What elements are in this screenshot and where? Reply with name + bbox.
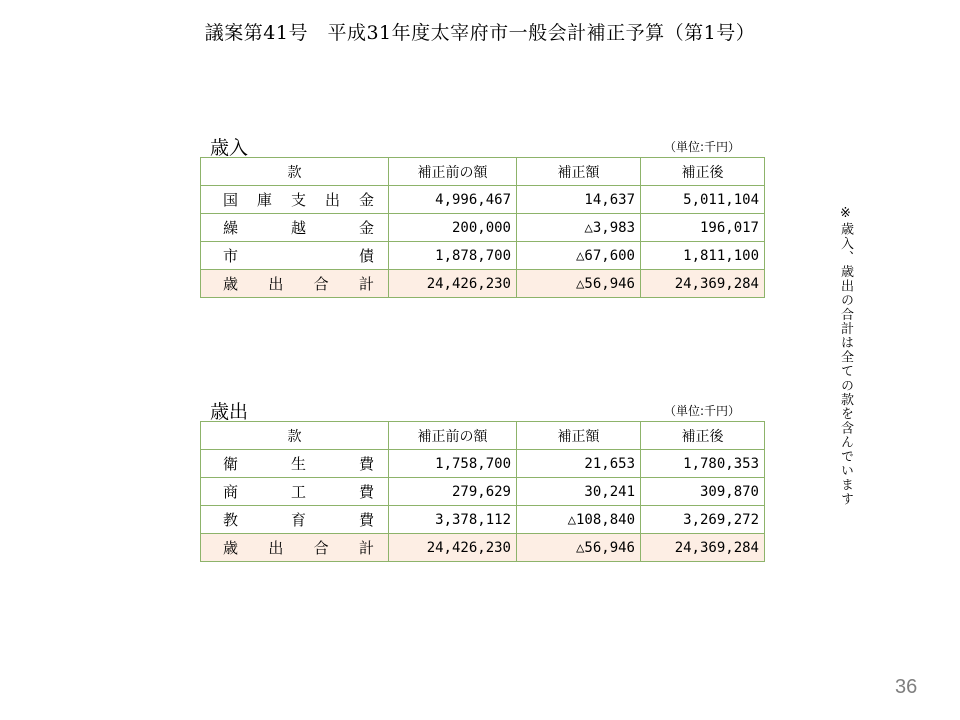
amount-after-cell: 1,811,100 [641, 242, 765, 270]
item-name-cell [201, 478, 389, 506]
amount-before-cell: 24,426,230 [389, 270, 517, 298]
item-name-char: 金 [358, 219, 374, 237]
footnote-vertical: ※歳入、歳出の合計は全ての款を含んでいます [838, 206, 853, 507]
header-after: 補正後 [641, 158, 765, 186]
amount-change-cell: 14,637 [517, 186, 641, 214]
item-name-char: 商 [223, 483, 239, 501]
item-name-char: 繰 [223, 219, 239, 237]
table-row [201, 478, 765, 506]
item-name-char: 債 [358, 247, 374, 265]
table-row [201, 186, 765, 214]
amount-after-cell: 3,269,272 [641, 506, 765, 534]
amount-before-cell: 1,878,700 [389, 242, 517, 270]
amount-change-cell: △56,946 [517, 534, 641, 562]
item-name-char: 歳 [223, 275, 239, 293]
amount-after-cell: 196,017 [641, 214, 765, 242]
revenue-table [200, 157, 765, 298]
revenue-section-label: 歳入 [210, 137, 249, 159]
item-name-cell [201, 270, 389, 298]
header-item: 款 [201, 158, 389, 186]
amount-change-cell: △56,946 [517, 270, 641, 298]
amount-before-cell: 200,000 [389, 214, 517, 242]
item-name-char: 越 [290, 219, 306, 237]
item-name-char: 出 [324, 191, 340, 209]
amount-change-cell: △3,983 [517, 214, 641, 242]
amount-change-cell: 30,241 [517, 478, 641, 506]
amount-after-cell: 1,780,353 [641, 450, 765, 478]
header-before: 補正前の額 [389, 158, 517, 186]
item-name-char: 市 [223, 247, 239, 265]
item-name-char: 計 [358, 539, 374, 557]
table-row [201, 506, 765, 534]
header-item: 款 [201, 422, 389, 450]
item-name-char: 育 [290, 511, 306, 529]
header-after: 補正後 [641, 422, 765, 450]
expenditure-unit-label: （単位:千円） [664, 404, 741, 418]
total-row [201, 270, 765, 298]
amount-after-cell: 24,369,284 [641, 534, 765, 562]
item-name-char: 金 [358, 191, 374, 209]
item-name-cell [201, 242, 389, 270]
item-name-char: 歳 [223, 539, 239, 557]
item-name-char: 生 [290, 455, 306, 473]
amount-before-cell: 1,758,700 [389, 450, 517, 478]
amount-before-cell: 4,996,467 [389, 186, 517, 214]
item-name-char: 合 [313, 275, 329, 293]
table-row [201, 214, 765, 242]
amount-before-cell: 279,629 [389, 478, 517, 506]
item-name-char: 衛 [223, 455, 239, 473]
page-number: 36 [895, 676, 918, 698]
item-name-char: 庫 [256, 191, 272, 209]
expenditure-table [200, 421, 765, 562]
amount-change-cell: 21,653 [517, 450, 641, 478]
item-name-char: 費 [358, 511, 374, 529]
amount-before-cell: 24,426,230 [389, 534, 517, 562]
item-name-cell [201, 214, 389, 242]
expenditure-section-label: 歳出 [210, 401, 249, 423]
item-name-cell [201, 534, 389, 562]
header-change: 補正額 [517, 422, 641, 450]
item-name-cell [201, 450, 389, 478]
amount-change-cell: △67,600 [517, 242, 641, 270]
item-name-cell [201, 506, 389, 534]
item-name-cell [201, 186, 389, 214]
item-name-char: 費 [358, 455, 374, 473]
header-before: 補正前の額 [389, 422, 517, 450]
item-name-char: 工 [290, 483, 306, 501]
amount-after-cell: 309,870 [641, 478, 765, 506]
revenue-unit-label: （単位:千円） [664, 140, 741, 154]
item-name-char: 国 [223, 191, 239, 209]
revenue-header-row [201, 158, 765, 186]
total-row [201, 534, 765, 562]
item-name-char: 出 [268, 275, 284, 293]
amount-after-cell: 24,369,284 [641, 270, 765, 298]
item-name-char: 出 [268, 539, 284, 557]
slide-title: 議案第41号 平成31年度太宰府市一般会計補正予算（第1号） [204, 22, 756, 44]
item-name-char: 支 [290, 191, 306, 209]
table-row [201, 242, 765, 270]
item-name-char: 費 [358, 483, 374, 501]
amount-before-cell: 3,378,112 [389, 506, 517, 534]
amount-change-cell: △108,840 [517, 506, 641, 534]
item-name-char: 計 [358, 275, 374, 293]
amount-after-cell: 5,011,104 [641, 186, 765, 214]
item-name-char: 合 [313, 539, 329, 557]
item-name-char: 教 [223, 511, 239, 529]
table-row [201, 450, 765, 478]
header-change: 補正額 [517, 158, 641, 186]
expenditure-header-row [201, 422, 765, 450]
